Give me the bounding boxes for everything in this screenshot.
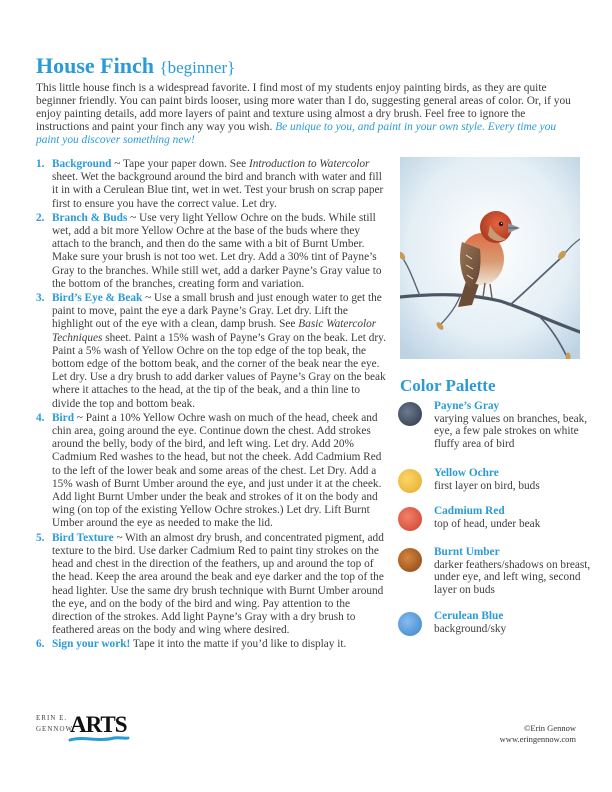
- step-item: [36, 638, 388, 651]
- step-text: ~ Paint a 10% Yellow Ochre wash on much of the head, cheek and chin area, going around the eye. Continue down the chest. Add strokes around the belly, body of the bird, and left wing. Let dry. Add 20% Cadmium Red washes to the head, but not the cheek. Add Cadmium Red to the left of the lower beak and some areas of the chest. Let Dry. Add a 15% wash of Burnt Umber around the eye, and just under it at the cheek. Add light Burnt Umber under the beak and strokes of it on the body and wing (on top of the existing Yellow Ochre strokes.) Let dry. Lift Burnt Umber around the eye as needed to make the lid.: [52, 411, 382, 530]
- color-name: Cerulean Blue: [434, 610, 504, 622]
- copyright-text: ©Erin Gennow: [523, 723, 576, 733]
- steps-list: [36, 158, 388, 653]
- step-number: 5.: [36, 531, 45, 544]
- logo-arts: ARTS: [70, 712, 127, 737]
- step-name: Branch & Buds: [52, 211, 128, 224]
- step-item: [36, 412, 388, 531]
- color-name: Payne’s Gray: [434, 400, 500, 412]
- color-description: darker feathers/shadows on breast, under eye, and left wing, second layer on buds: [434, 558, 591, 596]
- step-reference: Basic Watercolor Techniques: [52, 318, 377, 344]
- color-name: Burnt Umber: [434, 546, 500, 558]
- palette-item-text: [434, 467, 598, 492]
- burnt-umber-swatch: [398, 548, 422, 572]
- step-number: 1.: [36, 158, 45, 170]
- step-item: [36, 212, 388, 291]
- paynes-gray-swatch: [398, 402, 422, 426]
- step-number: 6.: [36, 638, 45, 651]
- color-description: background/sky: [434, 622, 507, 635]
- page-title: [36, 53, 235, 79]
- logo-line-2: GENNOW: [36, 725, 74, 733]
- color-palette-heading: Color Palette: [400, 376, 496, 395]
- step-item: [36, 532, 388, 638]
- step-text: sheet. Paint a 15% wash of Payne’s Gray on the beak. Let dry. Paint a 5% wash of Yellow Ochre on the top edge of the top beak, the bottom edge of the bottom beak, and the corner of the beak near the eye. Let dry. Use a dry brush to add darker values of Payne’s Gray on the beak where it attaches to the head, at the tip of the beak, and a thin line to divide the top and bottom beak.: [52, 331, 386, 410]
- palette-item-text: [434, 400, 598, 450]
- step-number: 3.: [36, 292, 45, 305]
- color-description: top of head, under beak: [434, 517, 541, 530]
- step-reference: Introduction to Watercolor: [248, 158, 370, 170]
- step-number: 2.: [36, 211, 45, 224]
- palette-item-text: [434, 610, 598, 635]
- intro-italic: Be unique to you, and paint in your own style. Every time you paint you discover something new!: [36, 121, 557, 146]
- house-finch-painting: [400, 157, 580, 359]
- difficulty-label: {beginner}: [159, 58, 236, 77]
- step-item: [36, 158, 388, 211]
- logo-line-1: ERIN E.: [36, 714, 68, 722]
- step-name: Sign your work!: [52, 638, 131, 651]
- step-name: Bird Texture: [52, 531, 114, 544]
- copyright-block: [500, 723, 576, 745]
- step-text: sheet. Wet the background around the bird and branch with water and fill it in with a Cerulean Blue tint, wet in wet. Test your brush on scrap paper first to ensure you have the correct value. Let dry.: [52, 171, 384, 210]
- color-description: varying values on branches, beak, eye, a few pale strokes on white fluffy area of bird: [434, 412, 588, 450]
- erin-gennow-arts-logo: [36, 712, 156, 752]
- color-description: first layer on bird, buds: [434, 479, 540, 492]
- step-name: Bird’s Eye & Beak: [52, 292, 143, 305]
- step-text: ~ Use a small brush and just enough water to get the paint to move, paint the eye a dark Payne’s Gray. Let dry. Lift the highlight out of the eye with a clean, damp brush. See: [52, 292, 382, 331]
- intro-paragraph: [36, 82, 576, 147]
- step-text: ~ Tape your paper down. See: [111, 158, 249, 170]
- step-item: [36, 292, 388, 411]
- color-name: Yellow Ochre: [434, 467, 499, 479]
- step-number: 4.: [36, 411, 45, 424]
- intro-text: This little house finch is a widespread favorite. I find most of my students enjoy painting birds, as they are quite beginner friendly. You can paint birds looser, using more water than I do, suggesting general areas of color. Or, if you enjoy painting details, add more layers of paint and texture using almost a dry brush. Feel free to ignore the instructions and paint your finch any way you wish.: [36, 82, 571, 133]
- step-name: Bird: [52, 411, 74, 424]
- palette-item-text: [434, 546, 598, 596]
- step-text: Tape it into the matte if you’d like to display it.: [130, 638, 347, 651]
- step-name: Background: [52, 158, 112, 170]
- title-text: House Finch: [36, 53, 154, 78]
- logo-brush-stroke: [68, 734, 130, 744]
- cadmium-red-swatch: [398, 507, 422, 531]
- website-text: www.eringennow.com: [499, 734, 576, 744]
- step-text: ~ With an almost dry brush, and concentrated pigment, add texture to the bird. Use darker Cadmium Red to paint tiny strokes on the head and chest in the direction of the feathers, up and around the top of the head. Keep the area around the beak and eye darker and the top of the head lighter. Use the same dry brush technique with Burnt Umber around the eye, and on the body of the bird and wing. Pay attention to the direction of the strokes. Add light Payne’s Gray with a dry brush to feathered areas on the body and wing where desired.: [52, 531, 384, 637]
- palette-item-text: [434, 505, 598, 530]
- yellow-ochre-swatch: [398, 469, 422, 493]
- cerulean-blue-swatch: [398, 612, 422, 636]
- step-text: ~ Use very light Yellow Ochre on the buds. While still wet, add a bit more Yellow Ochre at the base of the buds where they attach to the branch, and then do the same with a bit of Burnt Umber. Make sure your brush is not too wet. Let dry. Add a 30% tint of Payne’s Gray to the branches. While still wet, add a darker Payne’s Gray value to the bottom of the branches, creating form and variation.: [52, 211, 382, 290]
- color-name: Cadmium Red: [434, 505, 505, 517]
